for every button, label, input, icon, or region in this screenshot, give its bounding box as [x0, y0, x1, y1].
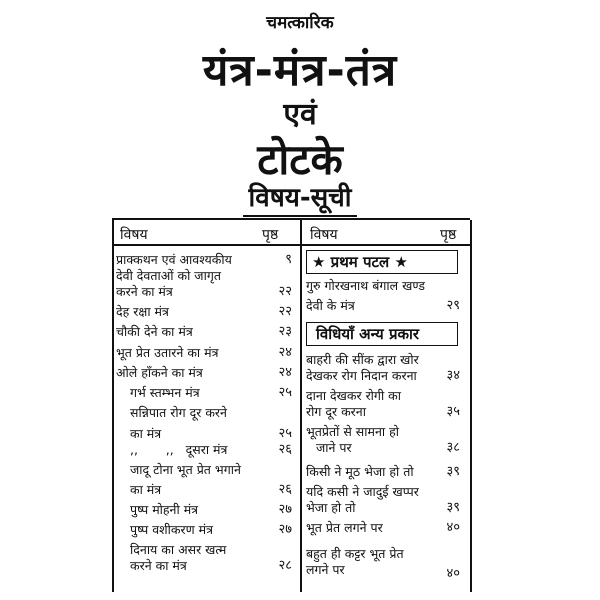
left-page-num: २६: [278, 482, 292, 497]
left-page-num: ९: [285, 252, 292, 267]
toc-title-text: विषय-सूची: [243, 183, 358, 217]
section-heading-1: ★ प्रथम पटल ★: [312, 253, 408, 271]
toc-title: [0, 178, 600, 214]
left-page-num: २२: [278, 284, 292, 299]
left-page-num: २२: [278, 304, 292, 319]
left-page-num: २७: [278, 502, 292, 517]
table-left-rule: [112, 220, 114, 592]
left-page-num: २५: [278, 385, 292, 400]
left-page-num: २५: [278, 426, 292, 441]
left-entry: जादू टोना भूत प्रेत भगाने: [130, 462, 241, 477]
left-page-num: २६: [278, 442, 292, 457]
left-entry: का मंत्र: [130, 426, 162, 441]
left-entry: चौकी देने का मंत्र: [116, 324, 193, 339]
right-entry: भूत प्रेत लगने पर: [306, 520, 383, 535]
left-entry: ओले हाँकने का मंत्र: [116, 365, 203, 380]
right-page-num: २९: [446, 298, 460, 313]
left-page-num: २३: [278, 324, 292, 339]
left-entry: करने का मंत्र: [130, 558, 187, 573]
right-entry: देखकर रोग निदान करना: [306, 368, 417, 383]
right-col-subject-header: विषय: [310, 227, 338, 243]
left-entry: दिनाय का असर खत्म: [130, 542, 227, 557]
section-heading-2: विधियाँ अन्य प्रकार: [316, 325, 420, 343]
right-entry: भूतप्रेतों से सामना हो: [306, 424, 399, 439]
right-page-num: ४०: [446, 520, 460, 535]
left-page-num: २८: [278, 558, 292, 573]
left-col-page-header: पृष्ठ: [262, 227, 279, 243]
right-page-num: ४०: [446, 566, 460, 581]
right-entry: बहुत ही कट्टर भूत प्रेत: [306, 546, 404, 561]
right-entry: लगने पर: [306, 562, 345, 577]
pre-title: चमत्कारिक: [266, 13, 334, 33]
table-right-rule: [470, 220, 472, 592]
left-entry: ,, ,, दूसरा मंत्र: [130, 442, 228, 457]
right-page-num: ३४: [446, 368, 460, 383]
table-middle-rule: [300, 220, 302, 592]
right-page-num: ३५: [446, 404, 460, 419]
left-page-num: २४: [278, 345, 292, 360]
right-entry: किसी ने मूठ भेजा हो तो: [306, 464, 414, 479]
right-entry: दाना देखकर रोगी का: [306, 388, 402, 403]
left-entry: करने का मंत्र: [116, 284, 173, 299]
right-page-num: ३९: [446, 500, 460, 515]
right-entry: देवी के मंत्र: [306, 298, 355, 313]
main-title: यंत्र-मंत्र-तंत्र: [202, 45, 398, 96]
left-page-num: २७: [278, 522, 292, 537]
right-entry: गुरु गोरखनाथ बंगाल खण्ड: [306, 278, 425, 293]
conjunction: एवं: [283, 97, 317, 132]
right-entry: भेजा हो तो: [306, 500, 356, 515]
left-entry: पुष्प वशीकरण मंत्र: [130, 522, 213, 537]
left-entry: देह रक्षा मंत्र: [116, 304, 169, 319]
table-header-rule: [112, 244, 470, 246]
right-col-page-header: पृष्ठ: [440, 227, 457, 243]
right-entry: जाने पर: [316, 440, 352, 455]
left-entry: देवी देवताओं को जागृत: [116, 268, 221, 283]
table-top-rule: [112, 218, 470, 220]
right-entry: बाहरी की सींक द्वारा खोर: [306, 352, 419, 367]
left-entry: सन्निपात रोग दूर करने: [130, 405, 227, 420]
left-page-num: २४: [278, 365, 292, 380]
left-entry: पुष्प मोहनी मंत्र: [130, 502, 199, 517]
left-col-subject-header: विषय: [120, 227, 148, 243]
left-entry: गर्भ स्तम्भन मंत्र: [130, 385, 200, 400]
right-page-num: ३८: [446, 440, 460, 455]
left-entry: प्राक्कथन एवं आवश्यकीय: [116, 252, 232, 267]
right-entry: यदि कसी ने जादुई खप्पर: [306, 484, 419, 499]
left-entry: भूत प्रेत उतारने का मंत्र: [116, 345, 219, 360]
right-page-num: ३९: [446, 464, 460, 479]
right-entry: रोग दूर करना: [306, 404, 366, 419]
left-entry: का मंत्र: [130, 482, 162, 497]
sub-title: टोटके: [257, 135, 343, 184]
